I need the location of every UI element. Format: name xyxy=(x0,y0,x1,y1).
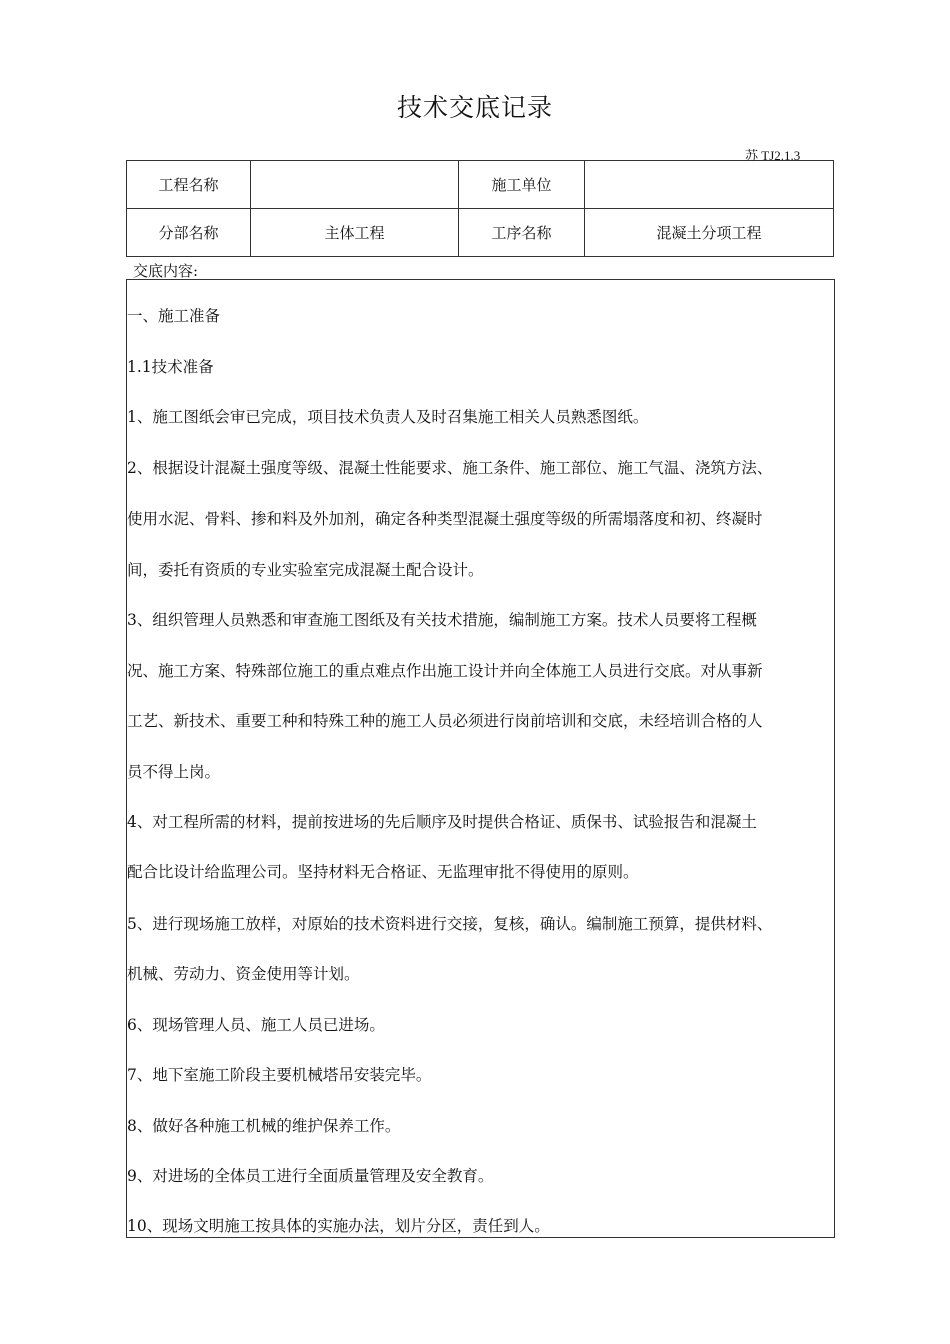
content-box xyxy=(126,279,835,1238)
content-line: 员不得上岗。 xyxy=(127,763,221,781)
content-line: 2、根据设计混凝土强度等级、混凝土性能要求、施工条件、施工部位、施工气温、浇筑方法、 xyxy=(127,459,773,477)
header-table xyxy=(126,160,834,257)
project-name-label: 工程名称 xyxy=(127,161,251,209)
content-line: 机械、劳动力、资金使用等计划。 xyxy=(127,965,360,983)
division-value: 主体工程 xyxy=(251,209,459,257)
construction-unit-label: 施工单位 xyxy=(459,161,585,209)
project-name-value xyxy=(251,161,459,209)
content-line: 5、进行现场施工放样，对原始的技术资料进行交接，复核，确认。编制施工预算，提供材料、 xyxy=(127,915,773,933)
content-line: 间，委托有资质的专业实验室完成混凝土配合设计。 xyxy=(127,561,484,579)
content-line: 7、地下室施工阶段主要机械塔吊安装完毕。 xyxy=(127,1066,432,1084)
content-line: 1、施工图纸会审已完成，项目技术负责人及时召集施工相关人员熟悉图纸。 xyxy=(127,408,649,426)
table-row xyxy=(127,161,834,209)
content-label: 交底内容: xyxy=(133,262,199,280)
content-line: 9、对进场的全体员工进行全面质量管理及安全教育。 xyxy=(127,1167,494,1185)
content-line: 况、施工方案、特殊部位施工的重点难点作出施工设计并向全体施工人员进行交底。对从事新 xyxy=(127,662,763,680)
content-line: 4、对工程所需的材料，提前按进场的先后顺序及时提供合格证、质保书、试验报告和混凝土 xyxy=(127,813,757,831)
process-label: 工序名称 xyxy=(459,209,585,257)
content-line: 使用水泥、骨料、掺和料及外加剂，确定各种类型混凝土强度等级的所需塌落度和初、终凝时 xyxy=(127,510,763,528)
document-title: 技术交底记录 xyxy=(396,93,553,122)
construction-unit-value xyxy=(585,161,834,209)
form-code: 苏 TJ2.1.3 xyxy=(745,148,801,163)
content-line: 3、组织管理人员熟悉和审查施工图纸及有关技术措施，编制施工方案。技术人员要将工程概 xyxy=(127,611,757,629)
content-line: 一、施工准备 xyxy=(127,307,221,325)
content-line: 1.1技术准备 xyxy=(127,358,214,376)
content-line: 10、现场文明施工按具体的实施办法，划片分区，责任到人。 xyxy=(127,1217,550,1235)
content-line: 6、现场管理人员、施工人员已进场。 xyxy=(127,1016,385,1034)
content-line: 配合比设计给监理公司。坚持材料无合格证、无监理审批不得使用的原则。 xyxy=(127,863,639,881)
content-line: 工艺、新技术、重要工种和特殊工种的施工人员必须进行岗前培训和交底，未经培训合格的人 xyxy=(127,712,763,730)
division-label: 分部名称 xyxy=(127,209,251,257)
process-value: 混凝土分项工程 xyxy=(585,209,834,257)
content-line: 8、做好各种施工机械的维护保养工作。 xyxy=(127,1117,401,1135)
table-row xyxy=(127,209,834,257)
